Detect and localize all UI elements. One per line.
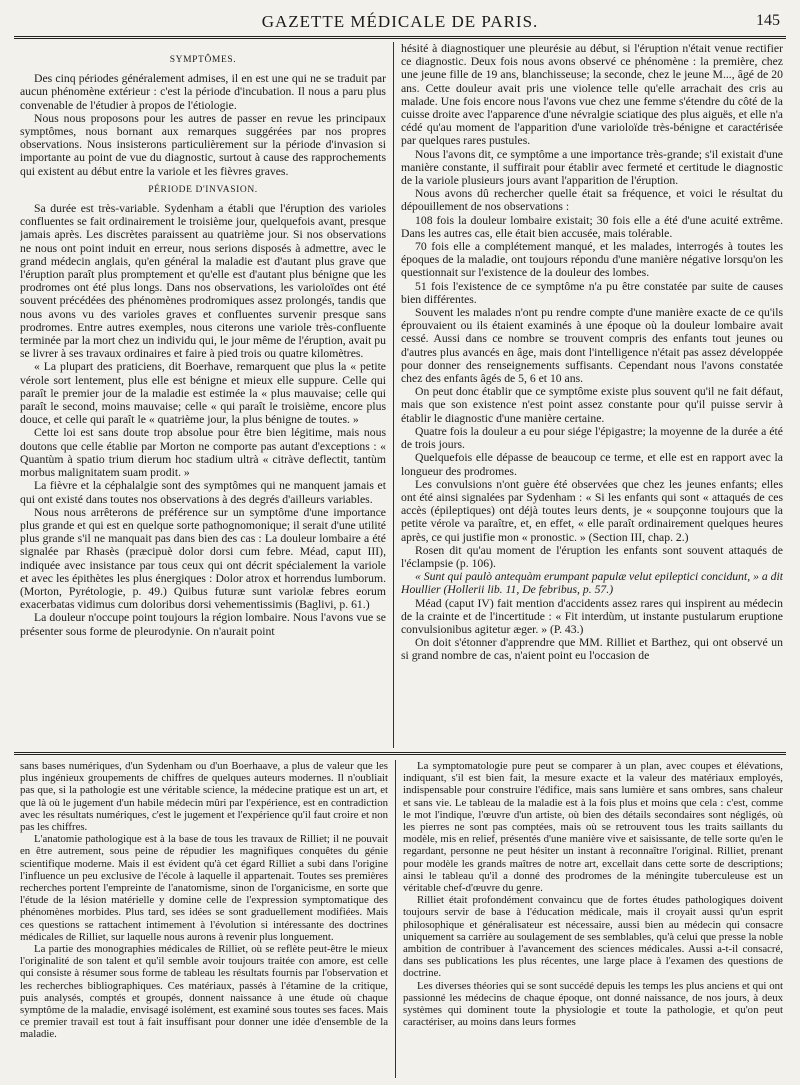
paragraph: hésité à diagnostiquer une pleurésie au début, si l'éruption n'était venue rectifier ce diagnostic. Deux fois nous avons observé ce phénomène : la première, chez une jeune fille de 19 ans, blanchisseuse; la seconde, chez le jeune M..., âgé de 20 ans. Cette douleur avait pris une violence telle qu'elle arrachait des cris au malade. Une fois encore nous l'avons vue chez une femme s'étendre du côté de la cuisse droite avec l'apparence d'une névralgie sciatique des plus aiguës, et elle n'a cédé qu'au moment de l'apparition d'une varioloïde très-bénigne et caractérisée par quelques rares pustules. bbox=[401, 42, 783, 148]
paragraph: Des cinq périodes généralement admises, il en est une qui ne se traduit par aucun phénomène extérieur : c'est la période d'incubation. Il nous a paru plus convenable de l'étudier à propos de l'étiologie. bbox=[20, 72, 386, 112]
section-heading-invasion: PÉRIODE D'INVASION. bbox=[148, 184, 258, 195]
paragraph: Nous nous proposons pour les autres de passer en revue les principaux symptômes, nous bornant aux remarques suggérées par nos propres observations. Nous insisterons particulièrement sur la période d'invasion si importante au point de vue du diagnostic, surtout à cause des rapprochements qui existent au début entre la variole et les fièvres graves. bbox=[20, 111, 386, 178]
paragraph: Rilliet était profondément convaincu que de fortes études pathologiques doivent toujours servir de base à l'éducation médicale, mais il croyait aussi qu'un esprit philosophique et généralisateur est nécessaire, aussi bien au médecin qui consacre uniquement sa carrière au soulagement de ses semblables, qu'à celui que presse la noble ambition de contribuer à l'avancement des sciences médicales. Aussi a-t-il consacré, dans ses publications les plus récentes, une large place à l'examen des questions de doctrine. bbox=[403, 894, 783, 980]
paragraph: « Sunt qui paulò antequàm erumpant papulæ velut epileptici concidunt, » a dit Houllier (Hollerii lib. 11, De febribus, p. 57.) bbox=[401, 570, 783, 597]
bottom-column-divider bbox=[395, 760, 396, 1078]
journal-title: GAZETTE MÉDICALE DE PARIS. bbox=[261, 12, 539, 31]
paragraph: La partie des monographies médicales de Rilliet, où se reflète peut-être le mieux l'originalité de son talent et qu'il semble avoir toujours traitée con amore, est celle qui consiste à résumer sous forme de tableau les résultats fournis par l'observation et les recherches bibliographiques. Ces matériaux, passés à l'étamine de la critique, puis analysés, comptés et groupés, donnent naissance à une étude où chaque symptôme de la maladie, envisagé isolément, est examiné sous toutes ses faces. Mais ce premier travail est tout à fait insuffisant pour donner une idée d'ensemble de la maladie. bbox=[20, 943, 388, 1041]
feuilleton-column-left bbox=[20, 760, 388, 1080]
paragraph: Les convulsions n'ont guère été observées que chez les jeunes enfants; elles ont été ainsi signalées par Sydenham : « Si les enfants qui sont « attaqués de ces accès (épileptiques) ont déjà toutes leurs dents, je « soupçonne toujours que la petite vérole va paraître, et, en effet, « elle paraît ordinairement quelques heures après, ce qui justifie mon « pronostic. » (Section III, chap. 2.) bbox=[401, 477, 783, 544]
paragraph: Quelquefois elle dépasse de beaucoup ce terme, et elle est en rapport avec la longueur des prodromes. bbox=[401, 451, 783, 478]
page-number: 145 bbox=[756, 12, 780, 29]
paragraph: 51 fois l'existence de ce symptôme n'a pu être constatée par suite de causes bien différentes. bbox=[401, 279, 783, 306]
article-column-right bbox=[401, 42, 783, 748]
paragraph: La fièvre et la céphalalgie sont des symptômes qui ne manquent jamais et qui ont existé dans toutes nos observations à des degrés d'ailleurs variables. bbox=[20, 479, 386, 506]
paragraph: La symptomatologie pure peut se comparer à un plan, avec coupes et élévations, indiquant, s'il est bien fait, la mesure exacte et la valeur des matériaux employés, indispensable pour construire l'édifice, mais sans lumière et sans ombres, sans chaleur et sans vie. Le tableau de la maladie est à la fois plus et moins que cela : c'est, comme le mot l'indique, l'œuvre d'un artiste, où bien des détails secondaires sont négligés, où les pierres ne sont pas comptées, mais où se retrouvent tous les traits saillants du modèle, mis en relief, présentés d'une manière vive et saisissante, de telle sorte qu'en le regardant, personne ne peut hésiter un instant à reconnaître l'original. Rilliet, prenant pour modèle les grands maîtres de notre art, excellait dans cette sorte de descriptions; ainsi le tableau qu'il a donné des prodromes de la méningite tuberculeuse est un véritable chef-d'œuvre du genre. bbox=[403, 760, 783, 895]
section-heading-symptomes: SYMPTÔMES. bbox=[169, 55, 237, 65]
article-column-left bbox=[20, 48, 386, 748]
feuilleton-column-right bbox=[403, 760, 783, 1080]
paragraph: Nous l'avons dit, ce symptôme a une importance très-grande; s'il existait d'une manière constante, il suffirait pour établir avec fermeté et certitude le diagnostic de la variole plusieurs jours avant l'apparition de l'éruption. bbox=[401, 147, 783, 188]
section-divider-rule bbox=[14, 752, 786, 755]
paragraph: L'anatomie pathologique est à la base de tous les travaux de Rilliet; il ne pouvait en être autrement, sous peine de répudier les magnifiques conquêtes du génie scientifique moderne. Mais il est évident qu'à cet égard Rilliet a subi dans l'origine l'influence un peu exclusive de l'école à laquelle il appartenait. Toutes ses premières recherches portent l'empreinte de l'anatomisme, sinon de l'organicisme, en sorte que l'étude de la lésion matérielle y domine celle de l'expression symptomatique des phénomènes morbides. Plus tard, ses idées se sont graduellement modifiées. Mais ces questions se rattachent intimement à l'évolution si intéressante des doctrines médicales de Rilliet, sur laquelle nous aurons à revenir plus longuement. bbox=[20, 833, 388, 943]
paragraph: On doit s'étonner d'apprendre que MM. Rilliet et Barthez, qui ont observé un si grand nombre de cas, n'aient point eu l'occasion de bbox=[401, 636, 783, 663]
paragraph: Nous nous arrêterons de préférence sur un symptôme d'une importance plus grande et qui est en quelque sorte pathognomonique; il serait d'une utilité plus grande s'il ne manquait pas dans bien des cas : La douleur lombaire a été signalée par Rhasès (præcipuè dolor dorsi cum febre. Méad, caput III), indiquée avec insistance par tous ceux qui ont décrit spécialement la variole et avec les épithètes les plus énergiques : Dolor atrox et horrendus lumborum. (Morton, Pyrétologie, p. 49.) Quibus futuræ sunt variolæ febres eorum exacerbatas vidimus cum doloribus dorsi vehementissimis (Baglivi, p. 61.) bbox=[20, 505, 386, 612]
paragraph: On peut donc établir que ce symptôme existe plus souvent qu'il ne fait défaut, mais que son existence n'est point assez constante pour qu'il puisse servir à établir le diagnostic d'une manière certaine. bbox=[401, 385, 783, 425]
paragraph: Nous avons dû rechercher quelle était sa fréquence, et voici le résultat du dépouillement de nos observations : bbox=[401, 187, 783, 214]
paragraph: Méad (caput IV) fait mention d'accidents assez rares qui inspirent au médecin de la crainte et de l'incertitude : « Fit interdùm, ut instante pustularum eruptione convulsionibus agitetur æger. » (P. 43.) bbox=[401, 596, 783, 636]
paragraph: 70 fois elle a complétement manqué, et les malades, interrogés à toutes les époques de la maladie, ont toujours répondu d'une manière négative lorsqu'on les questionnait sur l'existence de la douleur des lombes. bbox=[401, 240, 783, 280]
paragraph: Cette loi est sans doute trop absolue pour être bien légitime, mais nous doutons que celle établie par Morton ne comporte pas autant d'exceptions : « Quantùm à spatio trium dierum hoc stadium ultrà « citràve deflectit, tantùm morbus malignitatem suam prodit. » bbox=[20, 426, 386, 480]
paragraph: Souvent les malades n'ont pu rendre compte d'une manière exacte de ce qu'ils éprouvaient ou ils étaient examinés à une époque où la douleur lombaire avait cessé. Aussi dans ce nombre se trouvent compris des enfants tout jeunes ou d'autres plus avancés en âge, mais dont l'intelligence n'était pas assez développée pour donner des renseignements suffisants. Cependant nous l'avons constatée chez des enfants âgés de 5, 6 et 10 ans. bbox=[401, 306, 783, 386]
paragraph: 108 fois la douleur lombaire existait; 30 fois elle a été d'une acuité extrême. Dans les autres cas, elle était bien accusée, mais tolérable. bbox=[401, 213, 783, 240]
paragraph: sans bases numériques, d'un Sydenham ou d'un Boerhaave, a plus de valeur que les plus ingénieux groupements de chiffres de quelques auteurs modernes. Il n'oubliait pas que, si la pathologie est une véritable science, la médecine pratique est un art, et que là où le jugement d'un habile médecin mûri par l'expérience, est en contradiction avec les résultats numériques, c'est le jugement et l'expérience qu'il faut croire et non pas les chiffres. bbox=[20, 760, 388, 834]
paragraph: « La plupart des praticiens, dit Boerhave, remarquent que plus la « petite vérole sort lentement, plus elle est bénigne et mieux elle suppure. Celle qui paraît le premier jour de la maladie est estimée la « plus mauvaise; celle qui paraît le second, moins mauvaise; celle « qui paraît le troisième, encore plus douce, et celle qui paraît le « quatrième jour, la plus bénigne de toutes. » bbox=[20, 360, 386, 427]
paragraph: Sa durée est très-variable. Sydenham a établi que l'éruption des varioles confluentes se fait ordinairement le troisième jour, quelquefois avant, presque jamais après. Les discrètes paraissent au quatrième jour. Si nos observations ne nous ont point induit en erreur, nous serions disposés à admettre, avec le grand médecin anglais, qu'en général la maladie est d'autant plus grave que l'éruption paraît plus promptement et qu'elle est d'autant plus bénigne que les prodromes ont été plus longs. Dans nos observations, les varioloïdes ont été souvent précédées des phénomènes prodromiques assez prolongés, tandis que nous avons vu des varioles graves et confluentes survenir presque sans prodromes. Entre autres exemples, nous citerons une variole très-confluente terminée par la mort chez un individu qui, le jour même de l'éruption, avait pu se livrer à ses travaux ordinaires et faire à pied trois ou quatre kilomètres. bbox=[20, 202, 386, 361]
header-rule bbox=[14, 36, 786, 39]
paragraph: La douleur n'occupe point toujours la région lombaire. Nous l'avons vue se présenter sous forme de pleurodynie. On n'aurait point bbox=[20, 611, 386, 638]
paragraph: Les diverses théories qui se sont succédé depuis les temps les plus anciens et qui ont passionné les médecins de chaque époque, ont donné naissance, de nos jours, à deux systèmes qui dominent toute la physiologie et toute la pathologie, et qu'on peut caractériser, au moins dans leurs formes bbox=[403, 979, 783, 1029]
paragraph: Rosen dit qu'au moment de l'éruption les enfants sont souvent attaqués de l'éclampsie (p. 106). bbox=[401, 543, 783, 570]
page-header bbox=[14, 12, 786, 34]
paragraph: Quatre fois la douleur a eu pour siége l'épigastre; la moyenne de la durée a été de trois jours. bbox=[401, 424, 783, 452]
top-column-divider bbox=[393, 42, 394, 748]
